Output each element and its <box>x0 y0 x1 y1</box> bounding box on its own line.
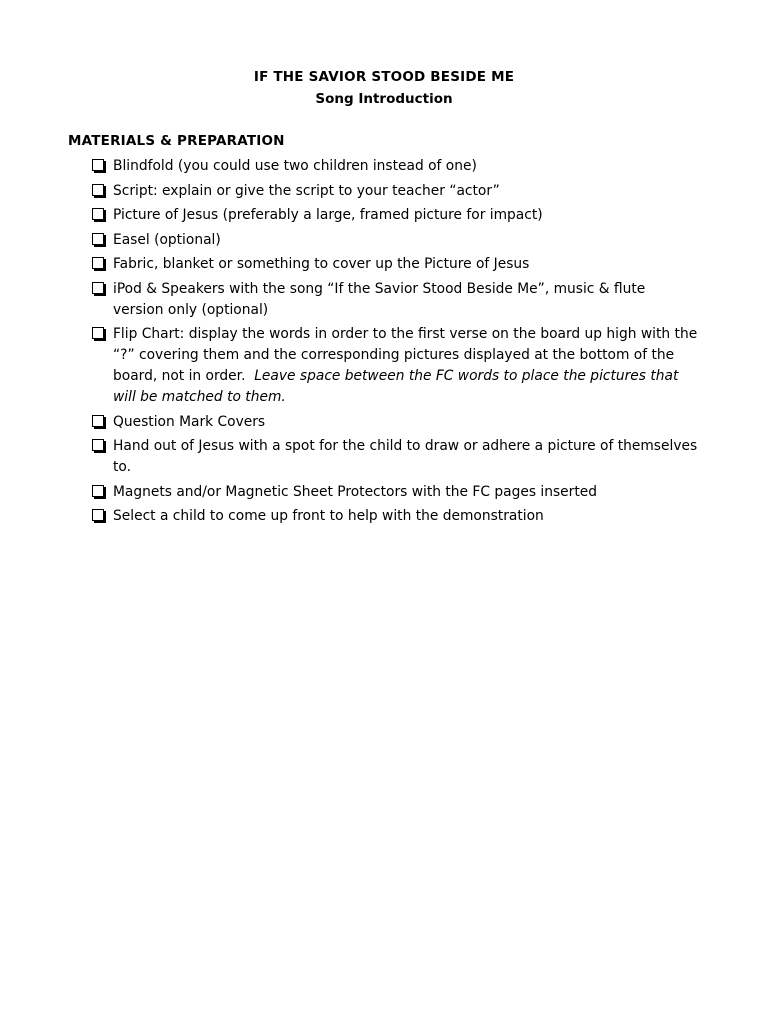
checklist-item <box>90 279 700 321</box>
checklist-item-text: Hand out of Jesus with a spot for the child to draw or adhere a picture of themselves to. <box>113 438 698 475</box>
checklist-item-text: Fabric, blanket or something to cover up the Picture of Jesus <box>113 256 530 272</box>
checklist-item <box>90 324 700 408</box>
materials-checklist <box>90 156 700 531</box>
checklist-item <box>90 506 700 527</box>
checklist-item-note: Leave space between the FC words to place the pictures that will be matched to them. <box>113 368 679 405</box>
checkbox-icon <box>92 485 104 497</box>
checkbox-icon <box>92 208 104 220</box>
checklist-item <box>90 254 700 275</box>
checkbox-icon <box>92 159 104 171</box>
checkbox-icon <box>92 327 104 339</box>
document-title: IF THE SAVIOR STOOD BESIDE ME <box>253 69 515 85</box>
checkbox-icon <box>92 415 104 427</box>
checklist-item <box>90 205 700 226</box>
checklist-item <box>90 230 700 251</box>
checklist-item <box>90 482 700 503</box>
checklist-item-text: iPod & Speakers with the song “If the Savior Stood Beside Me”, music & flute version only (optional) <box>113 280 646 318</box>
checkbox-icon <box>92 257 104 269</box>
checklist-item <box>90 156 700 177</box>
checklist-item-text: Magnets and/or Magnetic Sheet Protectors with the FC pages inserted <box>113 483 597 500</box>
checklist-item-text: Script: explain or give the script to your teacher “actor” <box>113 182 500 199</box>
checkbox-icon <box>92 509 104 521</box>
checkbox-icon <box>92 439 104 451</box>
checklist-item <box>90 436 700 478</box>
checklist-item-text: Blindfold (you could use two children instead of one) <box>113 158 477 174</box>
checkbox-icon <box>92 282 104 294</box>
checklist-item-text: Select a child to come up front to help with the demonstration <box>113 508 544 524</box>
section-heading: MATERIALS & PREPARATION <box>68 133 285 149</box>
checklist-item <box>90 181 700 202</box>
checklist-item-text: Picture of Jesus (preferably a large, framed picture for impact) <box>113 207 543 223</box>
checklist-item-text: Easel (optional) <box>113 231 221 248</box>
checkbox-icon <box>92 233 104 245</box>
checklist-item-text: Flip Chart: display the words in order to the first verse on the board up high with the “?” covering them and the corresponding pictures displayed at the bottom of the board, not in order. <box>113 326 698 384</box>
checklist-item-text: Question Mark Covers <box>113 413 266 430</box>
checklist-item <box>90 412 700 433</box>
document-subtitle: Song Introduction <box>315 91 453 107</box>
checkbox-icon <box>92 184 104 196</box>
